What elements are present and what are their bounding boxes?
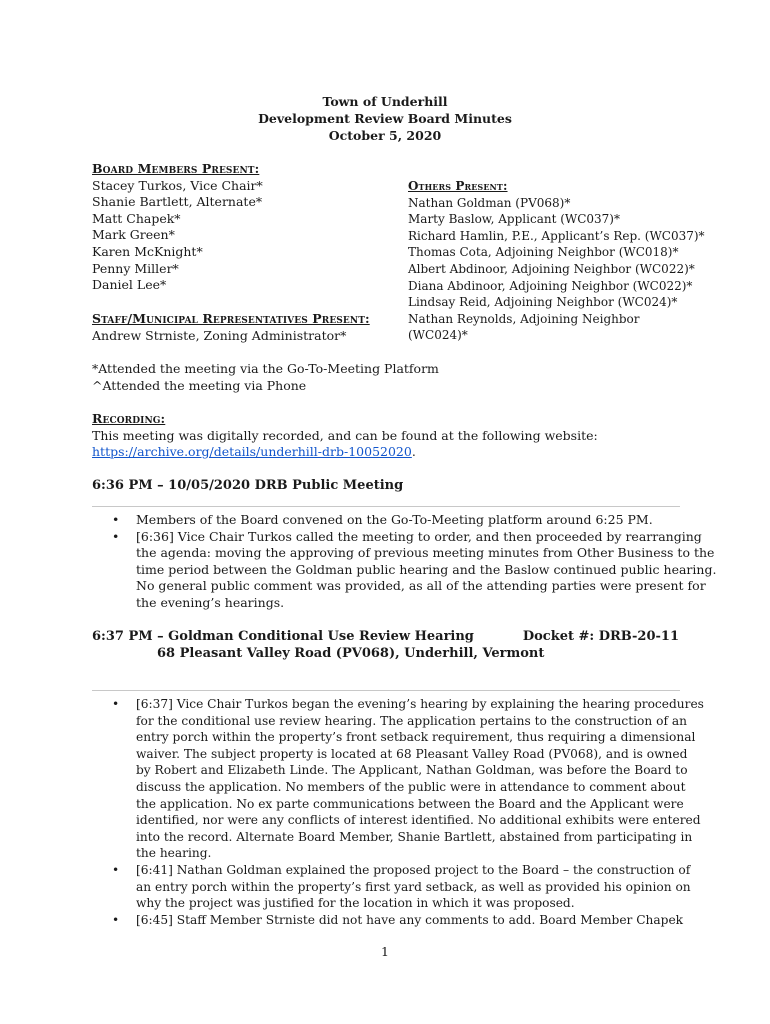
board-member-name: Karen McKnight*: [92, 243, 203, 259]
list-item-text: Members of the Board convened on the Go-To-Meeting platform around 6:25 PM.: [136, 512, 653, 527]
others-present-section: [408, 178, 705, 344]
board-member-name: Mark Green*: [92, 227, 175, 243]
board-member-name: Daniel Lee*: [92, 277, 167, 293]
board-member-name: Shanie Bartlett, Alternate*: [92, 194, 263, 210]
attendee-name: Thomas Cota, Adjoining Neighbor (WC018)*: [408, 245, 679, 260]
list-item-text: [6:45] Staff Member Strniste did not have any comments to add. Board Member Chapek: [136, 912, 684, 927]
meeting-heading: 6:36 PM – 10/05/2020 DRB Public Meeting: [92, 478, 404, 493]
staff-name: Andrew Strniste, Zoning Administrator*: [92, 327, 347, 343]
list-item-text: entry porch within the property’s front setback requirement, thus requiring a dimensional: [136, 730, 696, 745]
staff-section: [92, 311, 370, 344]
recording-heading: Recording:: [92, 411, 166, 426]
attendee-name: Nathan Reynolds, Adjoining Neighbor: [408, 311, 640, 326]
page-number: 1: [381, 944, 389, 959]
attendance-note: *Attended the meeting via the Go-To-Meeting Platform: [92, 361, 439, 376]
attendance-note: ^Attended the meeting via Phone: [92, 377, 307, 393]
list-item-text: No general public comment was provided, as all of the attending parties were present for: [136, 578, 706, 594]
list-item-text: waiver. The subject property is located at 68 Pleasant Valley Road (PV068), and is owned: [136, 746, 688, 761]
list-item-text: for the conditional use review hearing. The application pertains to the construction of an: [136, 713, 687, 728]
attendee-name: (WC024)*: [408, 328, 468, 343]
list-item-text: time period between the Goldman public hearing and the Baslow continued public hearing.: [136, 561, 717, 577]
hearing-address: 68 Pleasant Valley Road (PV068), Underhill, Vermont: [157, 646, 545, 661]
list-item-text: the hearing.: [136, 846, 212, 861]
recording-text: This meeting was digitally recorded, and can be found at the following website:: [92, 427, 598, 443]
list-item: [92, 696, 704, 862]
list-item-text: identified, nor were any conflicts of interest identified. No additional exhibits were entered: [136, 813, 701, 828]
list-item-text: discuss the application. No members of the public were in attendance to comment about: [136, 779, 686, 794]
document-title-date: October 5, 2020: [328, 128, 442, 143]
recording-link[interactable]: https://archive.org/details/underhill-drb-10052020: [92, 444, 412, 460]
attendee-name: Richard Hamlin, P.E., Applicant’s Rep. (WC037)*: [408, 228, 705, 243]
staff-heading: Staff/Municipal Representatives Present:: [92, 311, 370, 326]
bullet-icon: •: [112, 912, 120, 927]
list-item-text: the application. No ex parte communications between the Board and the Applicant were: [136, 796, 684, 811]
list-item-text: why the project was justified for the location in which it was proposed.: [136, 896, 575, 911]
list-item-text: [6:41] Nathan Goldman explained the proposed project to the Board – the construction of: [136, 862, 691, 877]
recording-section: [92, 411, 598, 461]
board-member-name: Penny Miller*: [92, 260, 179, 276]
list-item-text: [6:37] Vice Chair Turkos began the evening’s hearing by explaining the hearing procedures: [136, 697, 704, 711]
bullet-icon: •: [112, 512, 120, 527]
board-members-heading: Board Members Present:: [92, 161, 260, 176]
board-member-name: Matt Chapek*: [92, 210, 181, 226]
list-item-text: the agenda: moving the approving of previous meeting minutes from Other Business to the: [136, 545, 715, 561]
bullet-icon: •: [112, 528, 120, 544]
board-member-name: Stacey Turkos, Vice Chair*: [92, 177, 263, 193]
list-item: [92, 862, 691, 912]
section-divider: [92, 690, 680, 691]
list-item-text: by Robert and Elizabeth Linde. The Applicant, Nathan Goldman, was before the Board to: [136, 763, 688, 778]
attendee-name: Albert Abdinoor, Adjoining Neighbor (WC022)*: [408, 261, 695, 276]
attendee-name: Lindsay Reid, Adjoining Neighbor (WC024)*: [408, 295, 678, 310]
list-item: [92, 912, 682, 929]
recording-link-suffix: .: [411, 444, 416, 460]
attendee-name: Marty Baslow, Applicant (WC037)*: [408, 212, 620, 227]
list-item-text: the evening’s hearings.: [136, 594, 285, 610]
docket-number: Docket #: DRB-20-11: [522, 629, 679, 644]
document-title-board: Development Review Board Minutes: [258, 111, 512, 126]
attendee-name: Diana Abdinoor, Adjoining Neighbor (WC022)*: [408, 278, 693, 293]
attendance-notes: [92, 361, 439, 394]
list-item-text: an entry porch within the property’s first yard setback, as well as provided his opinion on: [136, 879, 691, 894]
list-item-text: into the record. Alternate Board Member, Shanie Bartlett, abstained from participating in: [136, 829, 693, 844]
list-item-text: [6:36] Vice Chair Turkos called the meeting to order, and then proceeded by rearranging: [136, 528, 702, 544]
board-members-section: [92, 161, 263, 294]
attendee-name: Nathan Goldman (PV068)*: [408, 195, 571, 210]
others-present-heading: Others Present:: [408, 179, 508, 193]
hearing-heading: 6:37 PM – Goldman Conditional Use Review Hearing: [92, 629, 474, 644]
section-divider: [92, 506, 680, 507]
list-item: [92, 528, 717, 612]
hearing-bullet-list: [92, 696, 704, 928]
bullet-icon: •: [112, 697, 120, 711]
list-item: [92, 512, 682, 529]
document-title-town: Town of Underhill: [322, 94, 448, 109]
meeting-bullet-list: [92, 512, 717, 612]
bullet-icon: •: [112, 862, 120, 877]
